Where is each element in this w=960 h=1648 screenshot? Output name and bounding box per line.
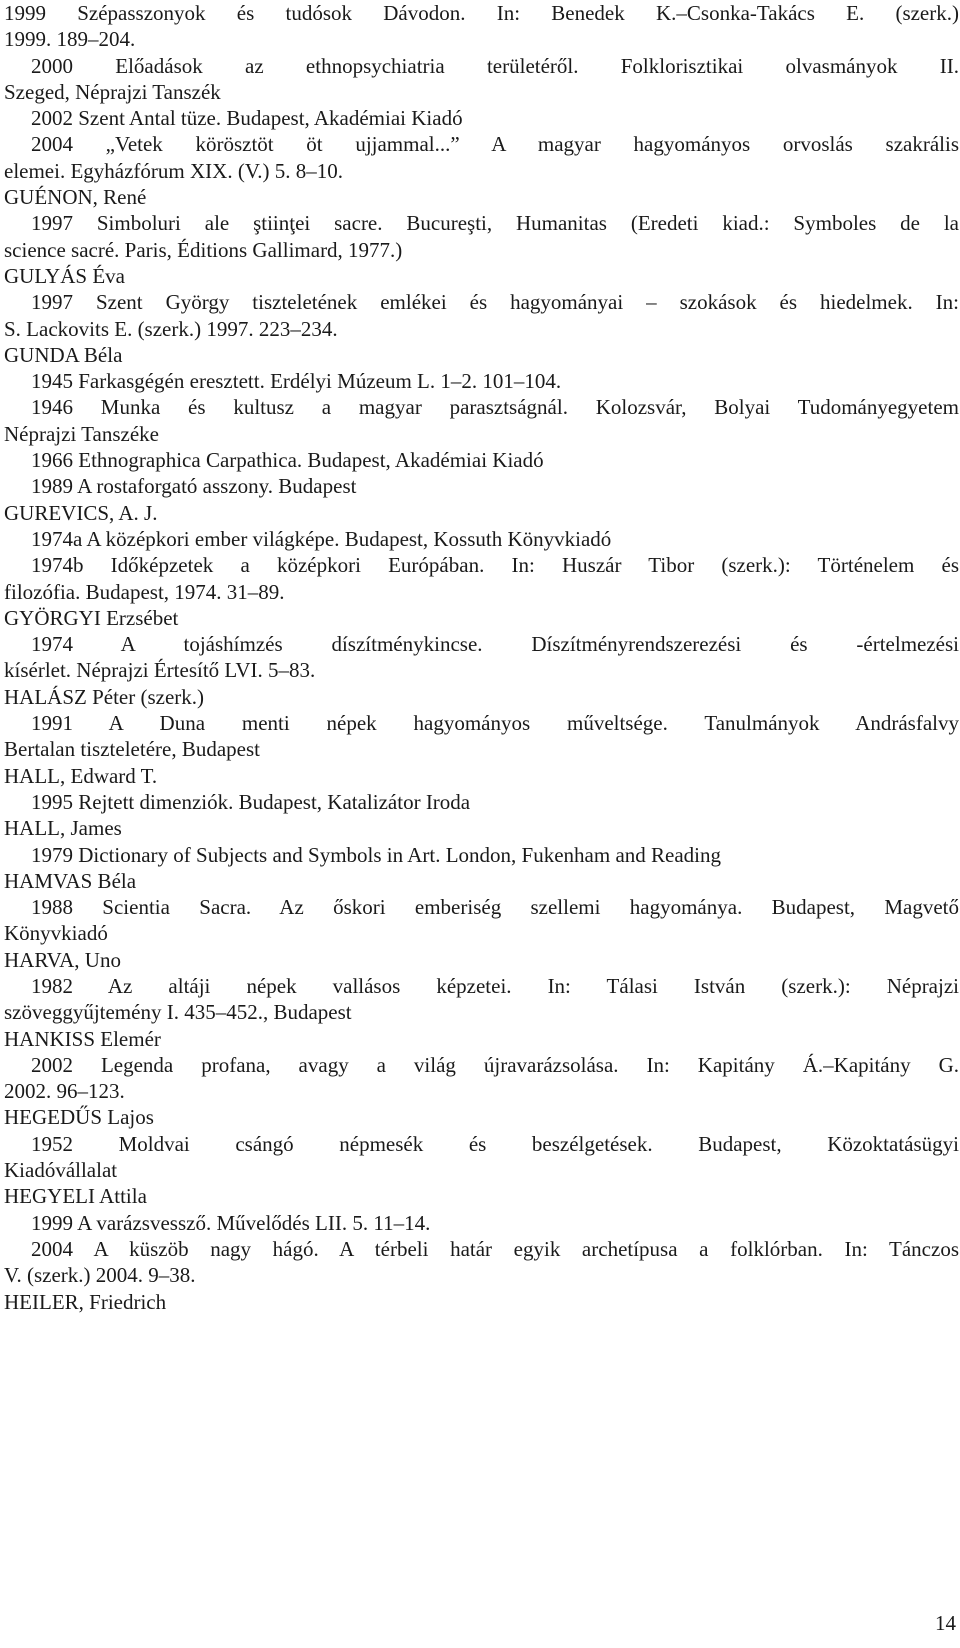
bibliography-line: GUNDA Béla bbox=[4, 342, 123, 367]
bibliography-line: 1999. 189–204. bbox=[4, 27, 136, 52]
bibliography-line: 1988 Scientia Sacra. Az őskori emberiség szellemi hagyománya. Budapest, Magvető bbox=[31, 895, 959, 920]
bibliography-line: filozófia. Budapest, 1974. 31–89. bbox=[4, 579, 285, 604]
bibliography-line: 1974b Időképzetek a középkori Európában. In: Huszár Tibor (szerk.): Történelem és bbox=[31, 553, 959, 578]
bibliography-line: HARVA, Uno bbox=[4, 947, 121, 972]
bibliography-line: V. (szerk.) 2004. 9–38. bbox=[4, 1263, 196, 1288]
bibliography-line: elemei. Egyházfórum XIX. (V.) 5. 8–10. bbox=[4, 158, 344, 183]
bibliography-line: GYÖRGYI Erzsébet bbox=[4, 605, 179, 630]
page-number: 14 bbox=[935, 1611, 956, 1635]
bibliography-line: HALÁSZ Péter (szerk.) bbox=[4, 684, 205, 709]
bibliography-line: HALL, James bbox=[4, 816, 122, 841]
bibliography-line: 1989 A rostaforgató asszony. Budapest bbox=[31, 474, 357, 499]
bibliography-line: 2002 Szent Antal tüze. Budapest, Akadémiai Kiadó bbox=[31, 106, 463, 131]
bibliography-line: Kiadóvállalat bbox=[4, 1158, 118, 1183]
bibliography-line: Könyvkiadó bbox=[4, 921, 108, 946]
bibliography-line: GUREVICS, A. J. bbox=[4, 500, 158, 525]
bibliography-line: 2000 Előadások az ethnopsychiatria területéről. Folklorisztikai olvasmányok II. bbox=[31, 53, 959, 78]
bibliography-page bbox=[4, 0, 959, 1315]
bibliography-line: 2004 „Vetek körösztöt öt ujjammal...” A magyar hagyományos orvoslás szakrális bbox=[31, 132, 959, 157]
bibliography-line: 1997 Simboluri ale ştiinţei sacre. Bucureşti, Humanitas (Eredeti kiad.: Symboles de la bbox=[31, 211, 959, 236]
bibliography-line: 1946 Munka és kultusz a magyar parasztságnál. Kolozsvár, Bolyai Tudományegyetem bbox=[31, 395, 959, 420]
bibliography-line: HAMVAS Béla bbox=[4, 868, 137, 893]
bibliography-line: HEILER, Friedrich bbox=[4, 1289, 167, 1314]
bibliography-line: 1966 Ethnographica Carpathica. Budapest, Akadémiai Kiadó bbox=[31, 448, 544, 473]
bibliography-line: 2002. 96–123. bbox=[4, 1079, 125, 1104]
bibliography-line: S. Lackovits E. (szerk.) 1997. 223–234. bbox=[4, 316, 338, 341]
bibliography-line: 1999 Szépasszonyok és tudósok Dávodon. In: Benedek K.–Csonka-Takács E. (szerk.) bbox=[4, 1, 959, 25]
bibliography-line: 1979 Dictionary of Subjects and Symbols in Art. London, Fukenham and Reading bbox=[31, 842, 722, 867]
bibliography-line: GULYÁS Éva bbox=[4, 263, 125, 288]
bibliography-line: HEGYELI Attila bbox=[4, 1184, 147, 1209]
bibliography-line: HANKISS Elemér bbox=[4, 1026, 161, 1051]
bibliography-line: 1982 Az altáji népek vallásos képzetei. In: Tálasi István (szerk.): Néprajzi bbox=[31, 973, 959, 998]
bibliography-line: 1974 A tojáshímzés díszítménykincse. Díszítményrendszerezési és -értelmezési bbox=[31, 632, 959, 657]
bibliography-line: Néprajzi Tanszéke bbox=[4, 421, 159, 446]
bibliography-line: HEGEDŰS Lajos bbox=[4, 1105, 154, 1130]
bibliography-line: 1945 Farkasgégén eresztett. Erdélyi Múzeum L. 1–2. 101–104. bbox=[31, 369, 562, 394]
bibliography-line: science sacré. Paris, Éditions Gallimard, 1977.) bbox=[4, 237, 403, 262]
bibliography-line: 1999 A varázsvessző. Művelődés LII. 5. 11–14. bbox=[31, 1210, 431, 1235]
bibliography-line: 1995 Rejtett dimenziók. Budapest, Katalizátor Iroda bbox=[31, 789, 471, 814]
bibliography-line: 2002 Legenda profana, avagy a világ újravarázsolása. In: Kapitány Á.–Kapitány G. bbox=[31, 1052, 959, 1077]
bibliography-line: Bertalan tiszteletére, Budapest bbox=[4, 737, 260, 762]
bibliography-line: 1991 A Duna menti népek hagyományos műveltsége. Tanulmányok Andrásfalvy bbox=[31, 711, 959, 736]
bibliography-line: 1997 Szent György tiszteletének emlékei és hagyományai – szokások és hiedelmek. In: bbox=[31, 290, 959, 315]
bibliography-line: 1952 Moldvai csángó népmesék és beszélgetések. Budapest, Közoktatásügyi bbox=[31, 1131, 959, 1156]
bibliography-line: GUÉNON, René bbox=[4, 185, 147, 210]
bibliography-line: Szeged, Néprajzi Tanszék bbox=[4, 79, 221, 104]
bibliography-line: HALL, Edward T. bbox=[4, 763, 158, 788]
bibliography-line: kísérlet. Néprajzi Értesítő LVI. 5–83. bbox=[4, 658, 316, 683]
bibliography-line: szöveggyűjtemény I. 435–452., Budapest bbox=[4, 1000, 352, 1025]
bibliography-line: 2004 A küszöb nagy hágó. A térbeli határ egyik archetípusa a folklórban. In: Tánczos bbox=[31, 1236, 959, 1261]
bibliography-line: 1974a A középkori ember világképe. Budapest, Kossuth Könyvkiadó bbox=[31, 526, 612, 551]
